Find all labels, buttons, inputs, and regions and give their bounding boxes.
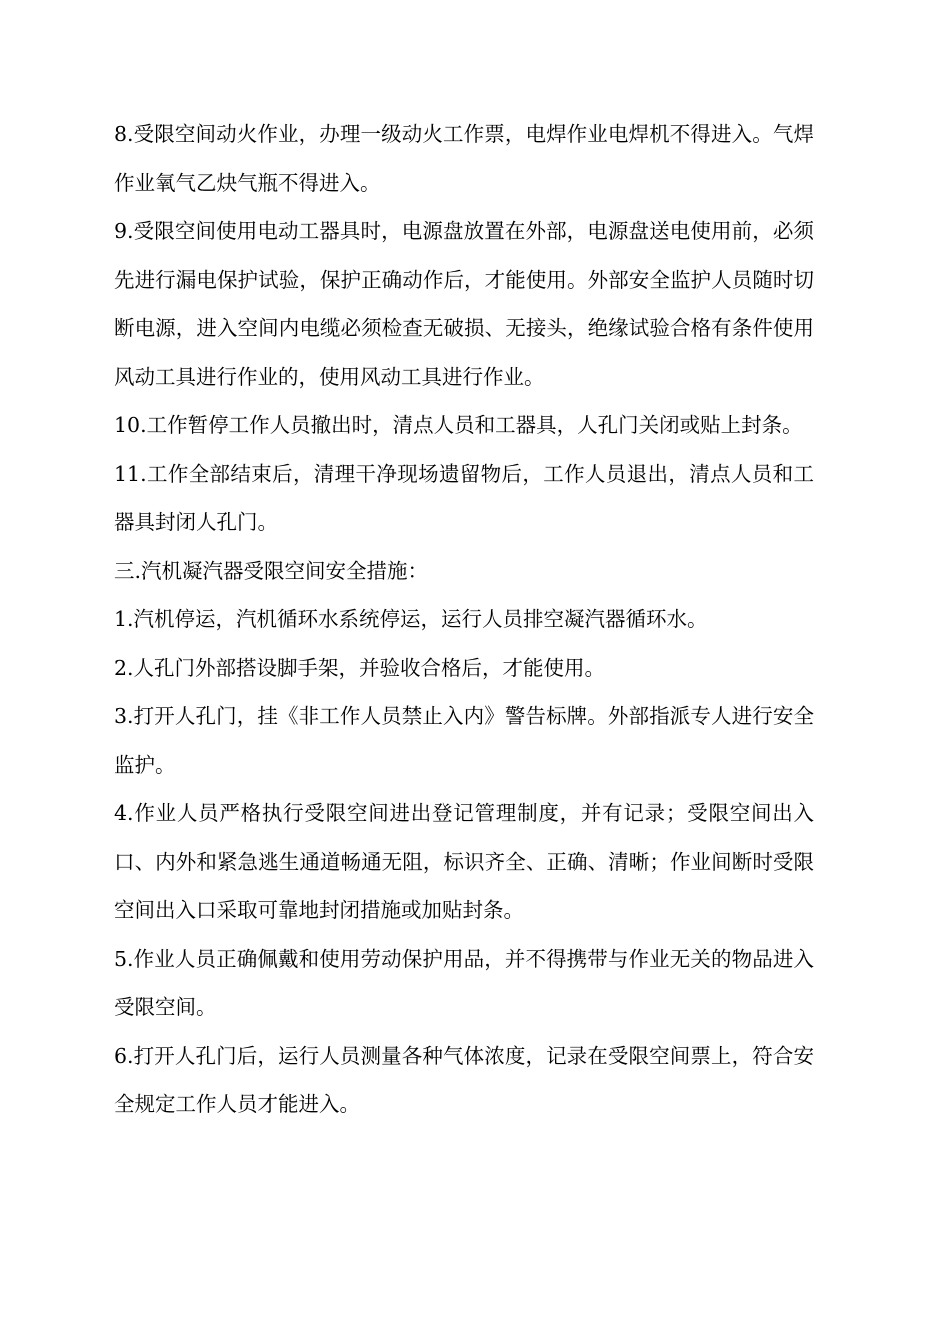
paragraph-item-9: 9.受限空间使用电动工器具时，电源盘放置在外部，电源盘送电使用前，必须先进行漏电保护试验，保护正确动作后，才能使用。外部安全监护人员随时切断电源，进入空间内电缆必须检查无破损、无接头，绝缘试验合格有条件使用风动工具进行作业的，使用风动工具进行作业。 (114, 219, 814, 389)
section-item-5: 5.作业人员正确佩戴和使用劳动保护用品，并不得携带与作业无关的物品进入受限空间。 (114, 946, 814, 1019)
paragraph-item-11: 11.工作全部结束后，清理干净现场遗留物后，工作人员退出，清点人员和工器具封闭人孔门。 (114, 461, 814, 534)
section-heading: 三.汽机凝汽器受限空间安全措施： (114, 558, 429, 583)
document-page (114, 110, 814, 1129)
section-item-1: 1.汽机停运，汽机循环水系统停运，运行人员排空凝汽器循环水。 (114, 607, 708, 631)
section-item-3: 3.打开人孔门，挂《非工作人员禁止入内》警告标牌。外部指派专人进行安全监护。 (114, 704, 814, 777)
section-item-6: 6.打开人孔门后，运行人员测量各种气体浓度，记录在受限空间票上，符合安全规定工作人员才能进入。 (114, 1043, 814, 1116)
paragraph-item-10: 10.工作暂停工作人员撤出时，清点人员和工器具，人孔门关闭或贴上封条。 (114, 413, 803, 437)
section-item-2: 2.人孔门外部搭设脚手架，并验收合格后，才能使用。 (114, 655, 606, 680)
section-item-4: 4.作业人员严格执行受限空间进出登记管理制度，并有记录；受限空间出入口、内外和紧急逃生通道畅通无阻，标识齐全、正确、清晰；作业间断时受限空间出入口采取可靠地封闭措施或加贴封条。 (114, 801, 814, 922)
paragraph-item-8: 8.受限空间动火作业，办理一级动火工作票，电焊作业电焊机不得进入。气焊作业氧气乙炔气瓶不得进入。 (114, 122, 814, 195)
